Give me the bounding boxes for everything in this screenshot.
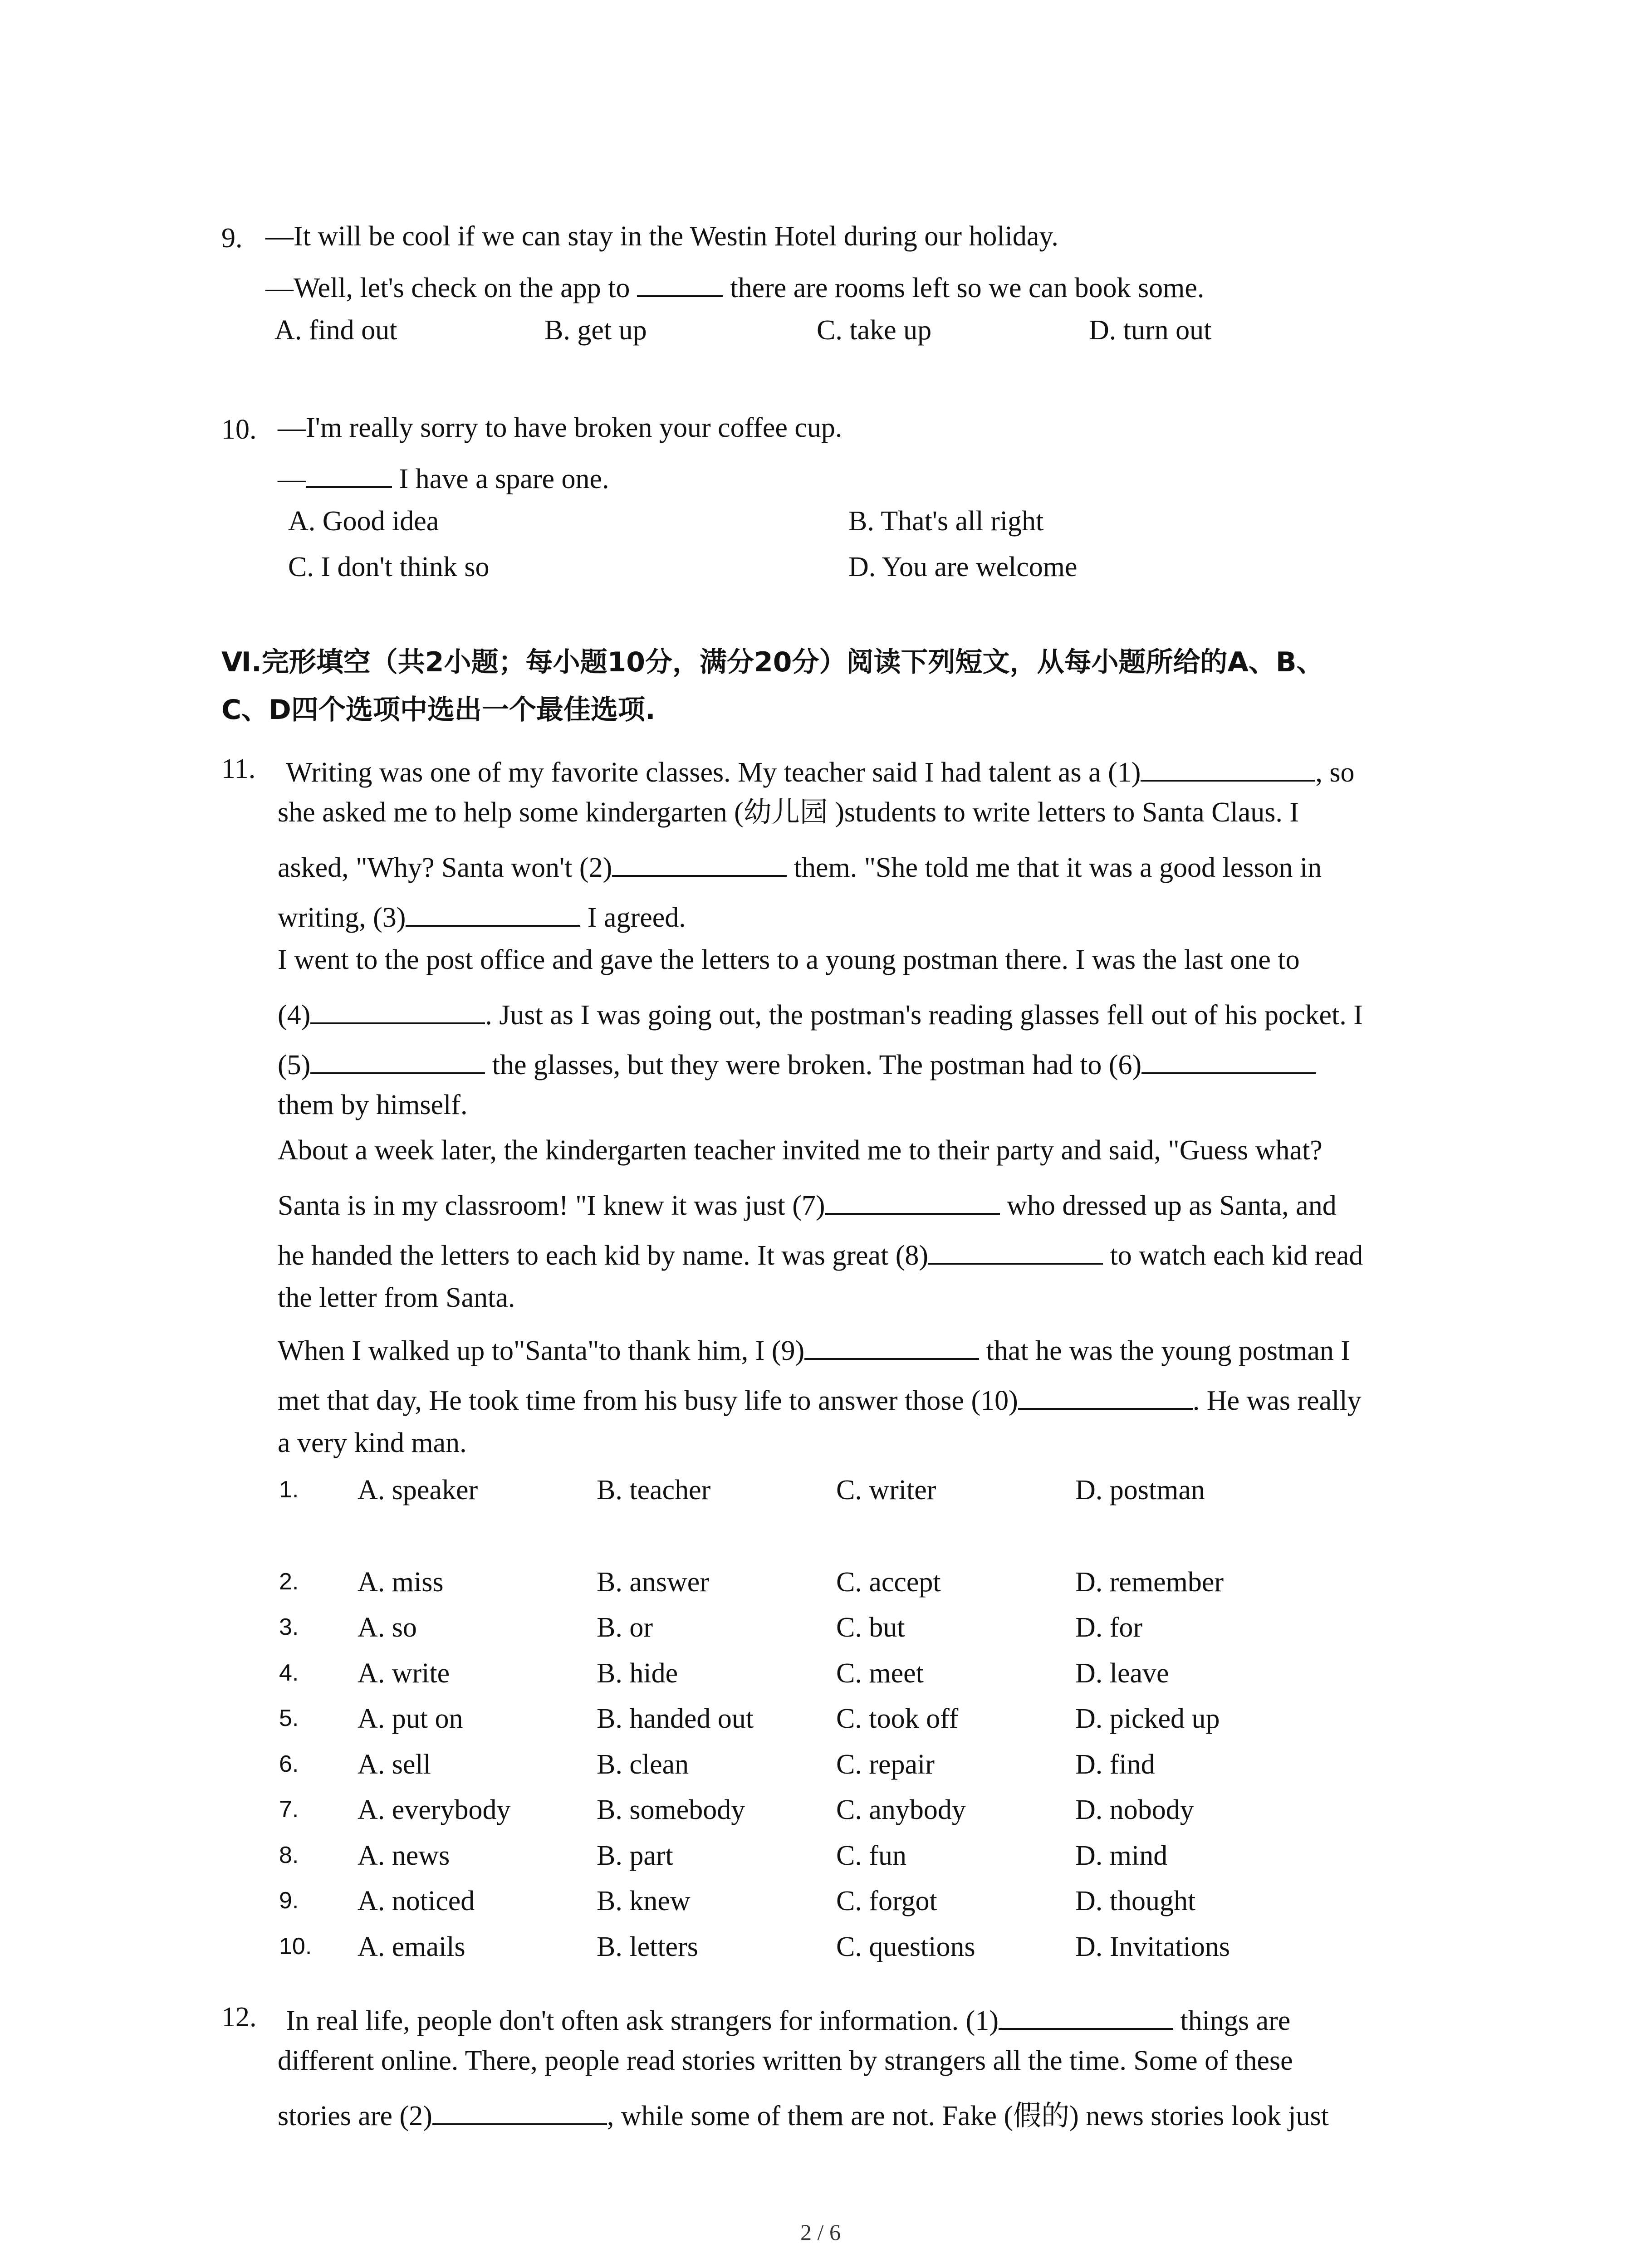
option-a: A. write	[358, 1658, 450, 1689]
option-b: B. part	[597, 1840, 673, 1871]
question-9-option-b: B. get up	[544, 315, 647, 346]
passage-line: he handed the letters to each kid by name. It was great (8) to watch each kid read	[278, 1236, 1363, 1270]
option-row-number: 4.	[279, 1660, 299, 1686]
option-b: B. clean	[597, 1749, 689, 1780]
section-title-line-1: Ⅵ.完形填空（共2小题；每小题10分，满分20分）阅读下列短文，从每小题所给的A、B、	[221, 646, 1324, 678]
passage-line: About a week later, the kindergarten teacher invited me to their party and said, "Guess what?	[278, 1135, 1323, 1166]
option-b: B. or	[597, 1612, 653, 1643]
option-row-number: 3.	[279, 1614, 299, 1640]
answer-blank	[306, 459, 392, 488]
answer-blank	[310, 1046, 485, 1074]
option-d: D. picked up	[1075, 1703, 1220, 1734]
option-row-number: 2.	[279, 1569, 299, 1595]
option-row-number: 5.	[279, 1705, 299, 1731]
option-d: D. postman	[1075, 1475, 1205, 1505]
option-c: C. repair	[836, 1749, 935, 1780]
option-c: C. writer	[836, 1475, 936, 1505]
question-11-number: 11.	[221, 753, 256, 784]
passage-line: Santa is in my classroom! "I knew it was just (7) who dressed up as Santa, and	[278, 1186, 1337, 1220]
passage-line: (4) . Just as I was going out, the postman's reading glasses fell out of his pocket. I	[278, 996, 1363, 1029]
option-c: C. forgot	[836, 1886, 937, 1916]
question-9-line-1: —It will be cool if we can stay in the Westin Hotel during our holiday.	[265, 221, 1058, 252]
passage-line: writing, (3) I agreed.	[278, 898, 686, 932]
question-9-line-2: —Well, let's check on the app to there are rooms left so we can book some.	[265, 269, 1204, 302]
option-c: C. anybody	[836, 1794, 966, 1825]
answer-blank	[999, 2001, 1173, 2030]
passage-line: the letter from Santa.	[278, 1282, 515, 1313]
option-row-number: 1.	[279, 1476, 299, 1503]
option-row-number: 9.	[279, 1887, 299, 1914]
option-a: A. miss	[358, 1567, 444, 1598]
option-b: B. somebody	[597, 1794, 745, 1825]
option-d: D. nobody	[1075, 1794, 1194, 1825]
answer-blank	[637, 269, 723, 297]
option-a: A. news	[358, 1840, 450, 1871]
passage-line: a very kind man.	[278, 1427, 467, 1458]
question-10-number: 10.	[221, 414, 257, 445]
passage-line: stories are (2) , while some of them are not. Fake (假的) news stories look just	[278, 2097, 1329, 2130]
question-10-option-a: A. Good idea	[288, 506, 439, 537]
passage-line: met that day, He took time from his busy life to answer those (10) . He was really	[278, 1381, 1362, 1415]
answer-blank	[928, 1236, 1103, 1265]
option-a: A. emails	[358, 1931, 465, 1962]
option-a: A. so	[358, 1612, 417, 1643]
answer-blank	[1018, 1381, 1193, 1410]
option-a: A. everybody	[358, 1794, 511, 1825]
option-b: B. handed out	[597, 1703, 754, 1734]
answer-blank	[804, 1331, 979, 1360]
passage-line: I went to the post office and gave the letters to a young postman there. I was the last one to	[278, 944, 1300, 975]
passage-line: When I walked up to"Santa"to thank him, I (9) that he was the young postman I	[278, 1331, 1350, 1365]
option-b: B. answer	[597, 1567, 709, 1598]
page-number: 2 / 6	[800, 2219, 841, 2245]
option-b: B. letters	[597, 1931, 698, 1962]
option-c: C. accept	[836, 1567, 941, 1598]
option-row-number: 8.	[279, 1842, 299, 1868]
option-d: D. find	[1075, 1749, 1155, 1780]
option-c: C. but	[836, 1612, 905, 1643]
option-b: B. teacher	[597, 1475, 711, 1505]
option-c: C. questions	[836, 1931, 975, 1962]
answer-blank	[825, 1186, 1000, 1215]
option-d: D. Invitations	[1075, 1931, 1230, 1962]
passage-line: (5) the glasses, but they were broken. The postman had to (6)	[278, 1046, 1316, 1079]
option-b: B. hide	[597, 1658, 678, 1689]
passage-line: them by himself.	[278, 1090, 468, 1120]
option-a: A. put on	[358, 1703, 463, 1734]
option-a: A. noticed	[358, 1886, 475, 1916]
passage-line: Writing was one of my favorite classes. My teacher said I had talent as a (1) , so	[286, 753, 1355, 787]
option-d: D. leave	[1075, 1658, 1169, 1689]
option-d: D. thought	[1075, 1886, 1196, 1916]
question-10-line-2: — I have a spare one.	[278, 459, 609, 493]
question-10-line-1: —I'm really sorry to have broken your coffee cup.	[278, 412, 843, 443]
answer-blank	[310, 996, 485, 1024]
passage-line: asked, "Why? Santa won't (2) them. "She told me that it was a good lesson in	[278, 848, 1322, 882]
question-9-number: 9.	[221, 223, 243, 254]
option-a: A. speaker	[358, 1475, 478, 1505]
answer-blank	[406, 898, 580, 927]
option-row-number: 10.	[279, 1933, 312, 1960]
answer-blank	[1141, 1046, 1316, 1074]
question-12-number: 12.	[221, 2002, 257, 2033]
option-c: C. fun	[836, 1840, 906, 1871]
section-title-line-2: C、D四个选项中选出一个最佳选项.	[221, 694, 656, 726]
option-d: D. remember	[1075, 1567, 1224, 1598]
answer-blank	[612, 848, 787, 877]
question-9-option-d: D. turn out	[1089, 315, 1212, 346]
option-c: C. took off	[836, 1703, 959, 1734]
question-9-option-a: A. find out	[274, 315, 397, 346]
option-d: D. for	[1075, 1612, 1143, 1643]
option-a: A. sell	[358, 1749, 431, 1780]
answer-blank	[1141, 753, 1315, 782]
option-d: D. mind	[1075, 1840, 1168, 1871]
option-row-number: 7.	[279, 1796, 299, 1823]
question-10-option-c: C. I don't think so	[288, 552, 490, 582]
question-10-option-b: B. That's all right	[848, 506, 1044, 537]
question-10-option-d: D. You are welcome	[848, 552, 1078, 582]
question-9-option-c: C. take up	[817, 315, 932, 346]
option-row-number: 6.	[279, 1751, 299, 1777]
passage-line: different online. There, people read stories written by strangers all the time. Some of these	[278, 2045, 1293, 2076]
option-c: C. meet	[836, 1658, 924, 1689]
answer-blank	[432, 2097, 607, 2125]
option-b: B. knew	[597, 1886, 691, 1916]
passage-line: she asked me to help some kindergarten (幼儿园 )students to write letters to Santa Claus. I	[278, 797, 1299, 828]
passage-line: In real life, people don't often ask strangers for information. (1) things are	[286, 2001, 1290, 2035]
